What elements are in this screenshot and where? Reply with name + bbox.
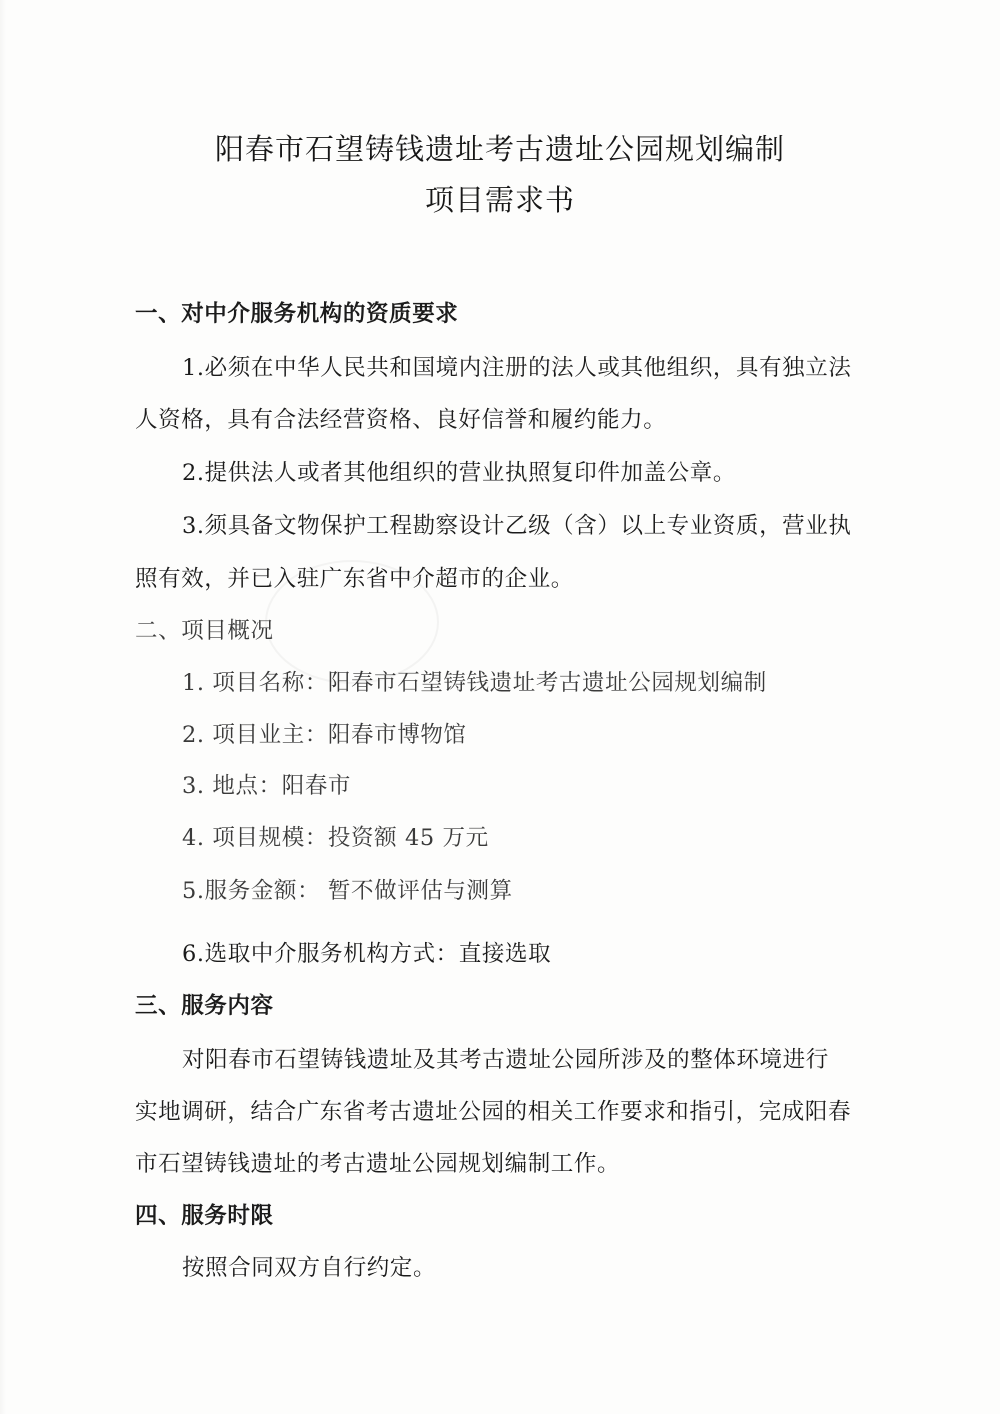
- document-title-line2: 项目需求书: [424, 183, 575, 217]
- section3-heading: 三、服务内容: [135, 993, 274, 1019]
- section1-item2: 2.提供法人或者其他组织的营业执照复印件加盖公章。: [182, 460, 736, 486]
- section3-para-line1: 对阳春市石望铸钱遗址及其考古遗址公园所涉及的整体环境进行: [182, 1047, 829, 1073]
- section2-item2: 2. 项目业主：阳春市博物馆: [182, 722, 467, 748]
- section1-item3-line2: 照有效，并已入驻广东省中介超市的企业。: [135, 566, 574, 592]
- section2-item4: 4. 项目规模：投资额 45 万元: [182, 825, 489, 851]
- section4-para: 按照合同双方自行约定。: [182, 1255, 437, 1281]
- section2-heading: 二、项目概况: [135, 618, 274, 644]
- section2-item1: 1. 项目名称：阳春市石望铸钱遗址考古遗址公园规划编制: [182, 670, 767, 696]
- section1-heading: 一、对中介服务机构的资质要求: [135, 301, 459, 327]
- section1-item1-line1: 1.必须在中华人民共和国境内注册的法人或其他组织，具有独立法: [182, 355, 852, 381]
- section1-item1-line2: 人资格，具有合法经营资格、良好信誉和履约能力。: [135, 407, 667, 433]
- section4-heading: 四、服务时限: [135, 1203, 274, 1229]
- section1-item3-line1: 3.须具备文物保护工程勘察设计乙级（含）以上专业资质，营业执: [182, 513, 852, 539]
- section2-item6: 6.选取中介服务机构方式：直接选取: [182, 941, 552, 967]
- section2-item3: 3. 地点：阳春市: [182, 773, 352, 799]
- section3-para-line3: 市石望铸钱遗址的考古遗址公园规划编制工作。: [135, 1151, 621, 1177]
- section3-para-line2: 实地调研，结合广东省考古遗址公园的相关工作要求和指引，完成阳春: [135, 1099, 852, 1125]
- document-title-line1: 阳春市石望铸钱遗址考古遗址公园规划编制: [214, 132, 785, 166]
- section2-item5: 5.服务金额： 暂不做评估与测算: [182, 878, 513, 904]
